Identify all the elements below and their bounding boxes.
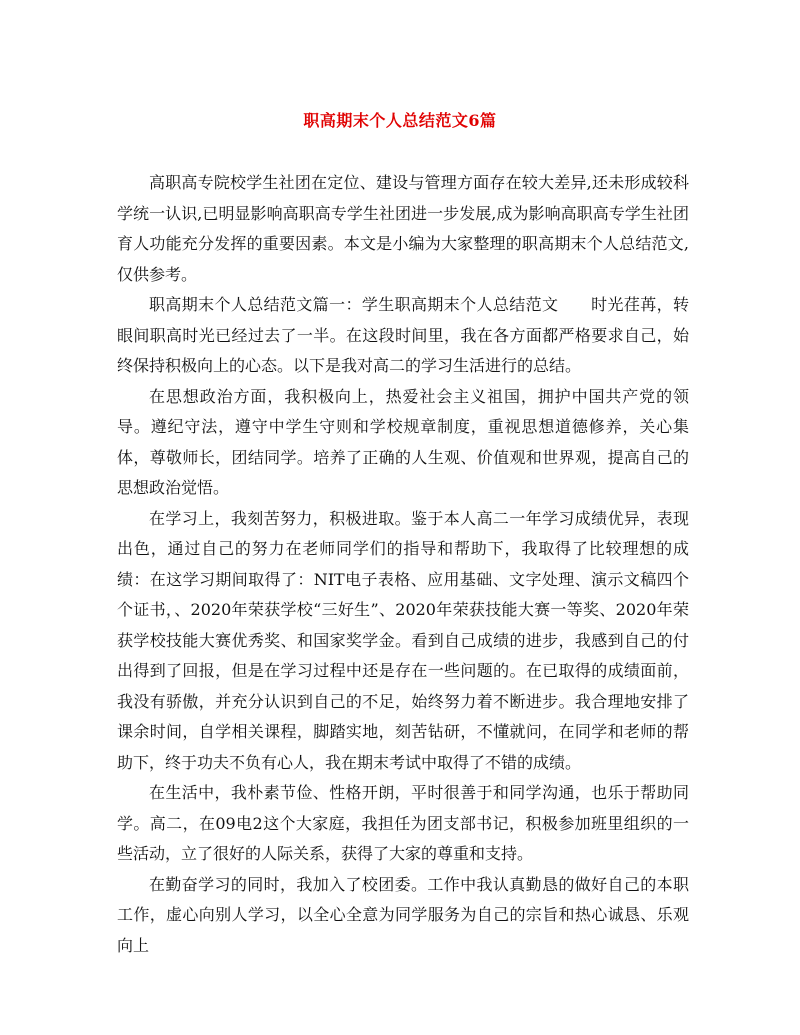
paragraph-politics: 在思想政治方面，我积极向上，热爱社会主义祖国，拥护中国共产党的领导。遵纪守法，遵守中学生守则和学校规章制度，重视思想道德修养，关心集体，尊敬师长，团结同学。培养了正确的人生观、价值观和世界观，提高自己的思想政治觉悟。: [117, 386, 689, 497]
paragraph-intro: 高职高专院校学生社团在定位、建设与管理方面存在较大差异,还未形成较科学统一认识,已明显影响高职高专学生社团进一步发展,成为影响高职高专学生社团育人功能充分发挥的重要因素。本文是小编为大家整理的职高期末个人总结范文,仅供参考。: [117, 173, 689, 284]
paragraph-article-one: 职高期末个人总结范文篇一：学生职高期末个人总结范文 时光荏苒，转眼间职高时光已经过去了一半。在这段时间里，我在各方面都严格要求自己，始终保持积极向上的心态。以下是我对高二的学习生活进行的总结。: [117, 295, 689, 375]
paragraph-life: 在生活中，我朴素节俭、性格开朗，平时很善于和同学沟通，也乐于帮助同学。高二，在09电2这个大家庭，我担任为团支部书记，积极参加班里组织的一些活动，立了很好的人际关系，获得了大家的尊重和支持。: [117, 783, 689, 863]
paragraph-study: 在学习上，我刻苦努力，积极进取。鉴于本人高二一年学习成绩优异，表现出色，通过自己的努力在老师同学们的指导和帮助下，我取得了比较理想的成绩：在这学习期间取得了：NIT电子表格、应用基础、文字处理、演示文稿四个个证书，、2020年荣获学校“三好生”、2020年荣获技能大赛一等奖、2020年荣获学校技能大赛优秀奖、和国家奖学金。看到自己成绩的进步，我感到自己的付出得到了回报，但是在学习过程中还是存在一些问题的。在已取得的成绩面前，我没有骄傲，并充分认识到自己的不足，始终努力着不断进步。我合理地安排了课余时间，自学相关课程，脚踏实地，刻苦钻研，不懂就问，在同学和老师的帮助下，终于功夫不负有心人，我在期末考试中取得了不错的成绩。: [117, 508, 689, 772]
document-body: [117, 168, 689, 961]
paragraph-league-work: 在勤奋学习的同时，我加入了校团委。工作中我认真勤恳的做好自己的本职工作，虚心向别人学习，以全心全意为同学服务为自己的宗旨和热心诚恳、乐观向上: [117, 874, 689, 955]
document-title: 职高期末个人总结范文6篇: [303, 111, 497, 130]
